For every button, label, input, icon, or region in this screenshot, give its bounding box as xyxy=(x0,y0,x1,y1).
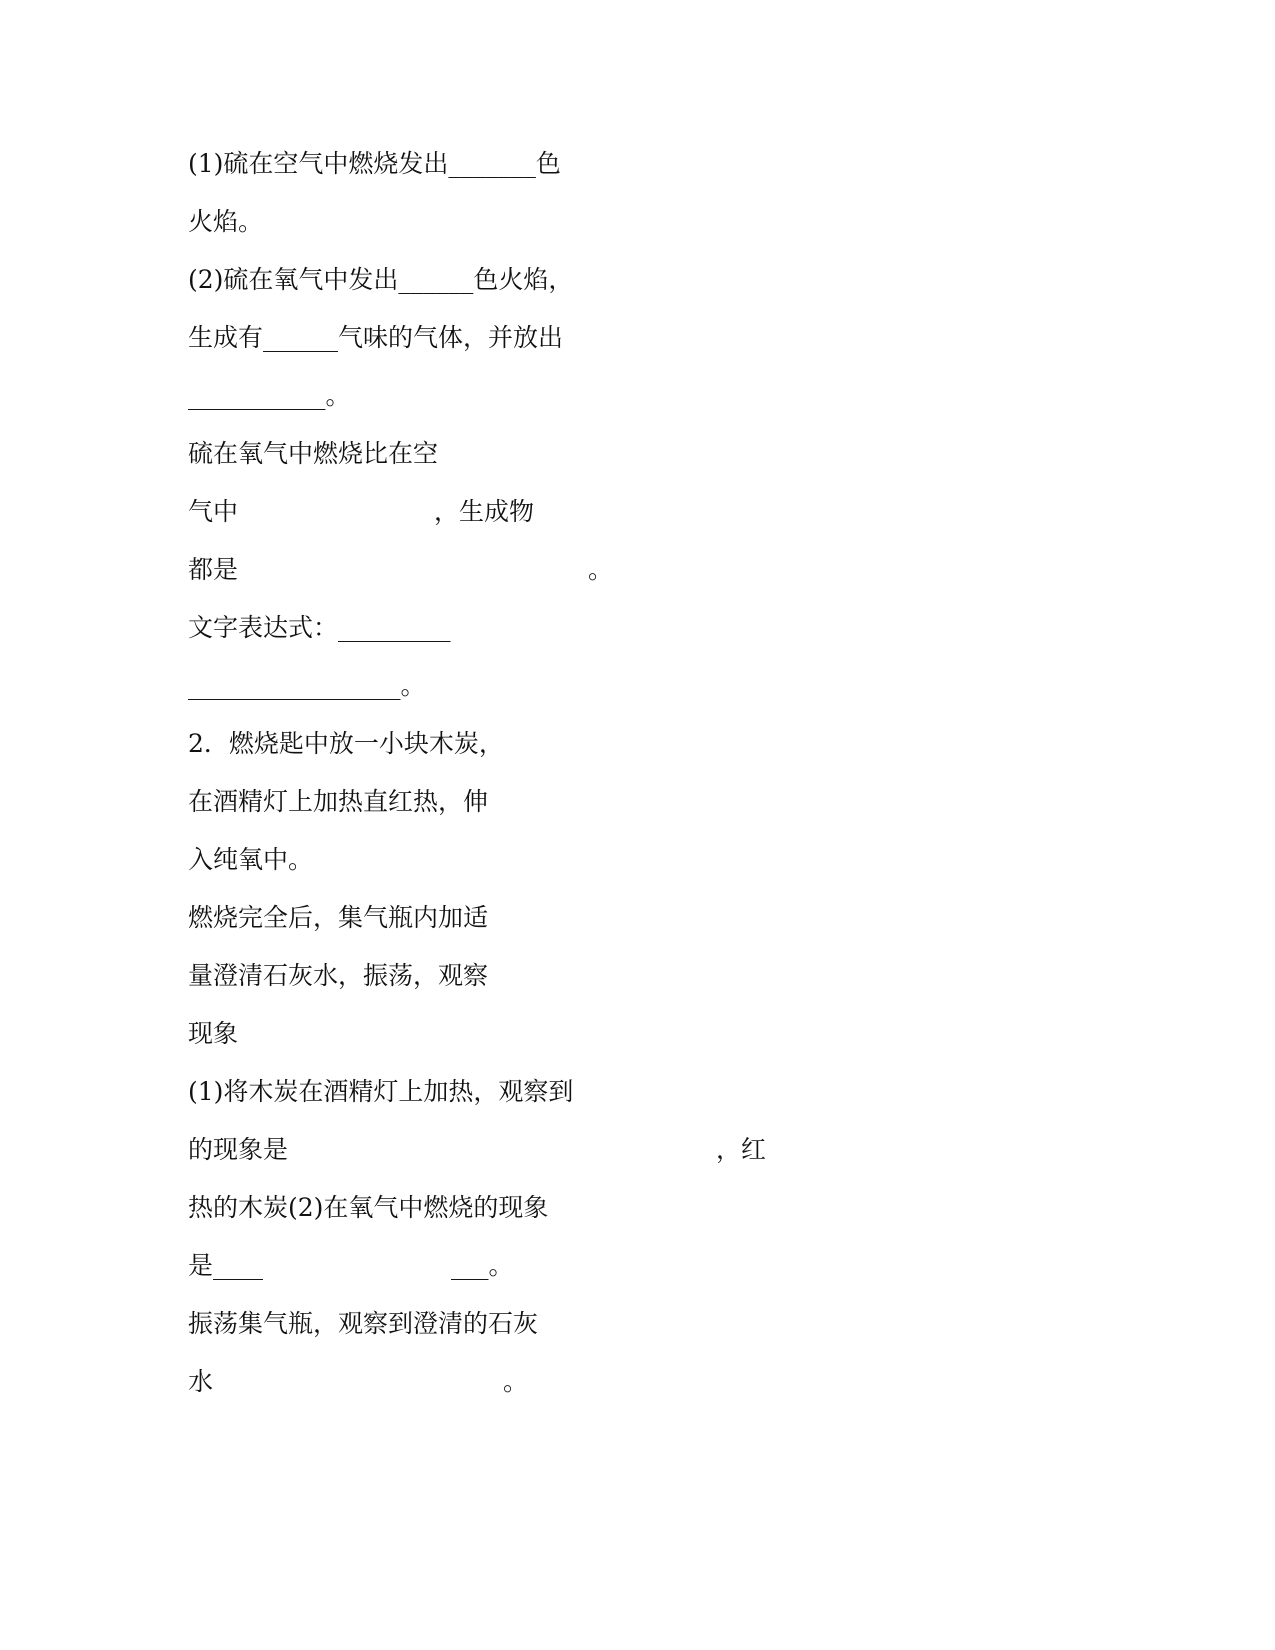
text-line: 燃烧完全后，集气瓶内加适 xyxy=(188,903,489,932)
text-line: 硫在氧气中燃烧比在空 xyxy=(188,439,439,468)
text-line: (1)将木炭在酒精灯上加热，观察到 xyxy=(188,1077,574,1106)
text-line: 在酒精灯上加热直红热，伸 xyxy=(188,787,489,816)
text-line: 2．燃烧匙中放一小块木炭， xyxy=(188,729,504,758)
text-line: ___________。 xyxy=(188,381,351,410)
text-line: 是____ ___。 xyxy=(188,1251,514,1280)
text-line: 的现象是 ，红 xyxy=(188,1135,767,1164)
text-line: 都是 。 xyxy=(188,555,614,584)
text-line: (2)硫在氧气中发出______色火焰， xyxy=(188,265,574,294)
text-line: (1)硫在空气中燃烧发出_______色 xyxy=(188,149,561,178)
text-line: 水 。 xyxy=(188,1367,529,1396)
text-line: 入纯氧中。 xyxy=(188,845,314,874)
blank-space xyxy=(263,1273,451,1274)
text-line: 现象 xyxy=(188,1019,239,1048)
text-line: 热的木炭(2)在氧气中燃烧的现象 xyxy=(188,1193,549,1222)
text-line: 火焰。 xyxy=(188,207,264,236)
blank-space xyxy=(213,1389,503,1390)
text-line: _________________。 xyxy=(188,671,426,700)
text-line: 生成有______气味的气体，并放出 xyxy=(188,323,564,352)
text-line: 文字表达式：_________ xyxy=(188,613,451,642)
text-line: 量澄清石灰水，振荡，观察 xyxy=(188,961,489,990)
blank-space xyxy=(288,1157,716,1158)
text-line: 振荡集气瓶，观察到澄清的石灰 xyxy=(188,1309,539,1338)
text-line: 气中 ，生成物 xyxy=(188,497,535,526)
blank-space xyxy=(238,577,588,578)
blank-space xyxy=(238,519,434,520)
